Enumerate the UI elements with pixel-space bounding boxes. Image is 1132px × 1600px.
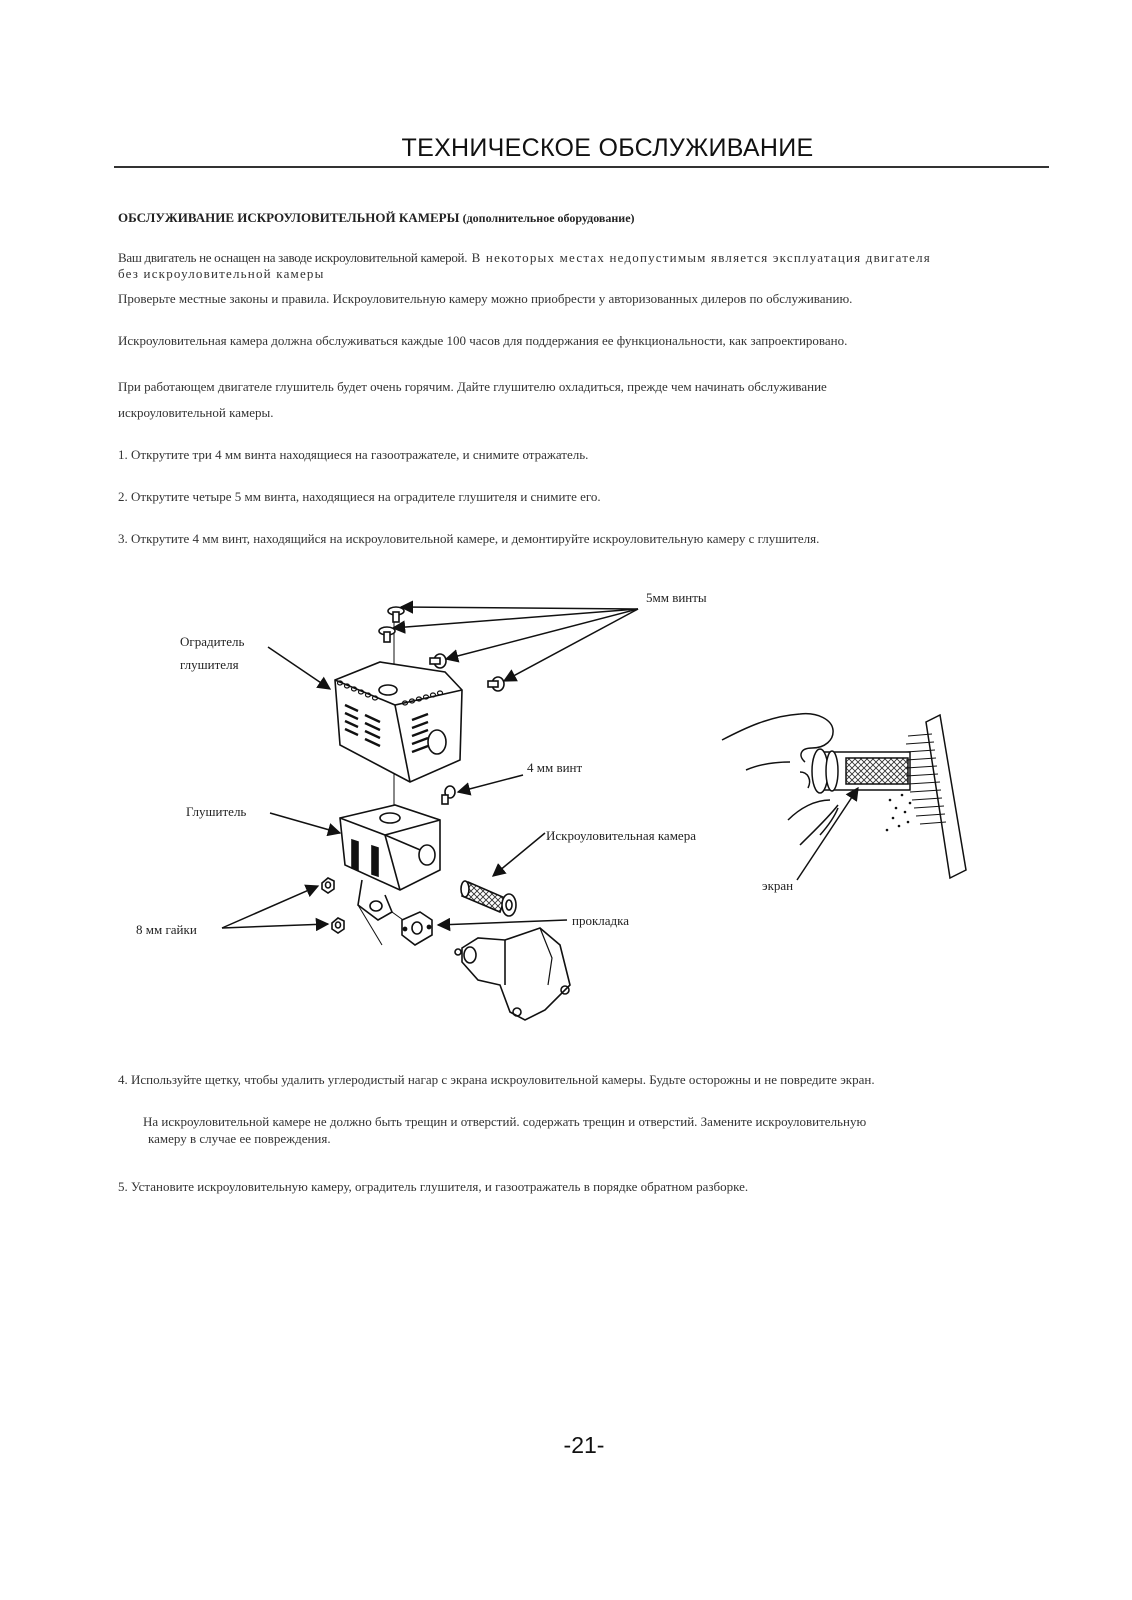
step-1: 1. Открутите три 4 мм винта находящиеся на газоотражателе, и снимите отражатель.	[118, 447, 589, 462]
screw-5mm-icon	[430, 654, 446, 668]
step-4-note-line-2: камеру в случае ее повреждения.	[148, 1131, 331, 1146]
screw-5mm-icon	[388, 607, 404, 622]
diagram-drawing	[0, 590, 1132, 1050]
section-heading	[118, 210, 635, 226]
intro-line-2: без искроуловительной камеры	[118, 266, 325, 281]
nut-8mm-icon	[332, 918, 344, 933]
intro-line-4: Искроуловительная камера должна обслуживаться каждые 100 часов для поддержания ее функциональности, как запроектировано.	[118, 333, 848, 348]
step-2: 2. Открутите четыре 5 мм винта, находящиеся на оградителе глушителя и снимите его.	[118, 489, 601, 504]
gasket-icon	[402, 912, 432, 945]
page-number: -21-	[563, 1432, 605, 1458]
intro-line-1b: В некоторых местах недопустимым является эксплуатация двигателя	[467, 250, 931, 265]
step-4: 4. Используйте щетку, чтобы удалить углеродистый нагар с экрана искроуловительной камеры. Будьте осторожны и не повредите экран.	[118, 1072, 875, 1087]
label-screw-4mm: 4 мм винт	[527, 760, 583, 775]
label-gasket: прокладка	[572, 913, 630, 928]
exploded-view	[222, 607, 638, 1020]
intro-line-3: Проверьте местные законы и правила. Искроуловительную камеру можно приобрести у авторизованных дилеров по обслуживанию.	[118, 291, 853, 306]
spark-arrester-icon	[461, 881, 516, 916]
step-3: 3. Открутите 4 мм винт, находящийся на искроуловительной камере, и демонтируйте искроуловительную камеру с глушителя.	[118, 531, 820, 546]
spark-arrester-icon	[812, 749, 910, 793]
carbon-particles	[886, 794, 912, 832]
screw-4mm-icon	[442, 786, 455, 804]
label-muffler: Глушитель	[186, 804, 247, 819]
label-screen: экран	[762, 878, 794, 893]
section-heading-note: (дополнительное оборудование)	[462, 211, 635, 225]
label-muffler-guard-2: глушителя	[180, 657, 239, 672]
intro-line-1a: Ваш двигатель не оснащен на заводе искроуловительной камерой.	[118, 250, 468, 265]
label-screws-5mm: 5мм винты	[646, 590, 707, 605]
page-title: ТЕХНИЧЕСКОЕ ОБСЛУЖИВАНИЕ	[401, 134, 814, 162]
step-5: 5. Установите искроуловительную камеру, оградитель глушителя, и газоотражатель в порядке обратном разборке.	[118, 1179, 749, 1194]
nut-8mm-icon	[322, 878, 334, 893]
spark-arrester-diagram	[0, 590, 1132, 1050]
step-4-note-line-1: На искроуловительной камере не должно быть трещин и отверстий. содержать трещин и отверстий. Замените искроуловительную	[143, 1114, 867, 1129]
label-spark-arrester: Искроуловительная камера	[546, 828, 696, 843]
intro-line-5: При работающем двигателе глушитель будет очень горячим. Дайте глушителю охладиться, прежде чем начинать обслуживание	[118, 379, 827, 394]
section-heading-text: ОБСЛУЖИВАНИЕ ИСКРОУЛОВИТЕЛЬНОЙ КАМЕРЫ	[118, 210, 460, 225]
engine-exhaust-port-icon	[455, 928, 570, 1020]
label-nuts-8mm: 8 мм гайки	[136, 922, 197, 937]
brush-icon	[906, 715, 966, 878]
screw-5mm-icon	[488, 677, 504, 691]
muffler-guard-icon	[335, 662, 462, 782]
intro-line-1	[118, 249, 931, 266]
brush-cleaning-illustration	[722, 714, 966, 880]
screw-5mm-icon	[379, 627, 395, 642]
label-muffler-guard-1: Оградитель	[180, 634, 245, 649]
intro-line-6: искроуловительной камеры.	[118, 405, 274, 420]
title-divider	[114, 166, 1049, 168]
